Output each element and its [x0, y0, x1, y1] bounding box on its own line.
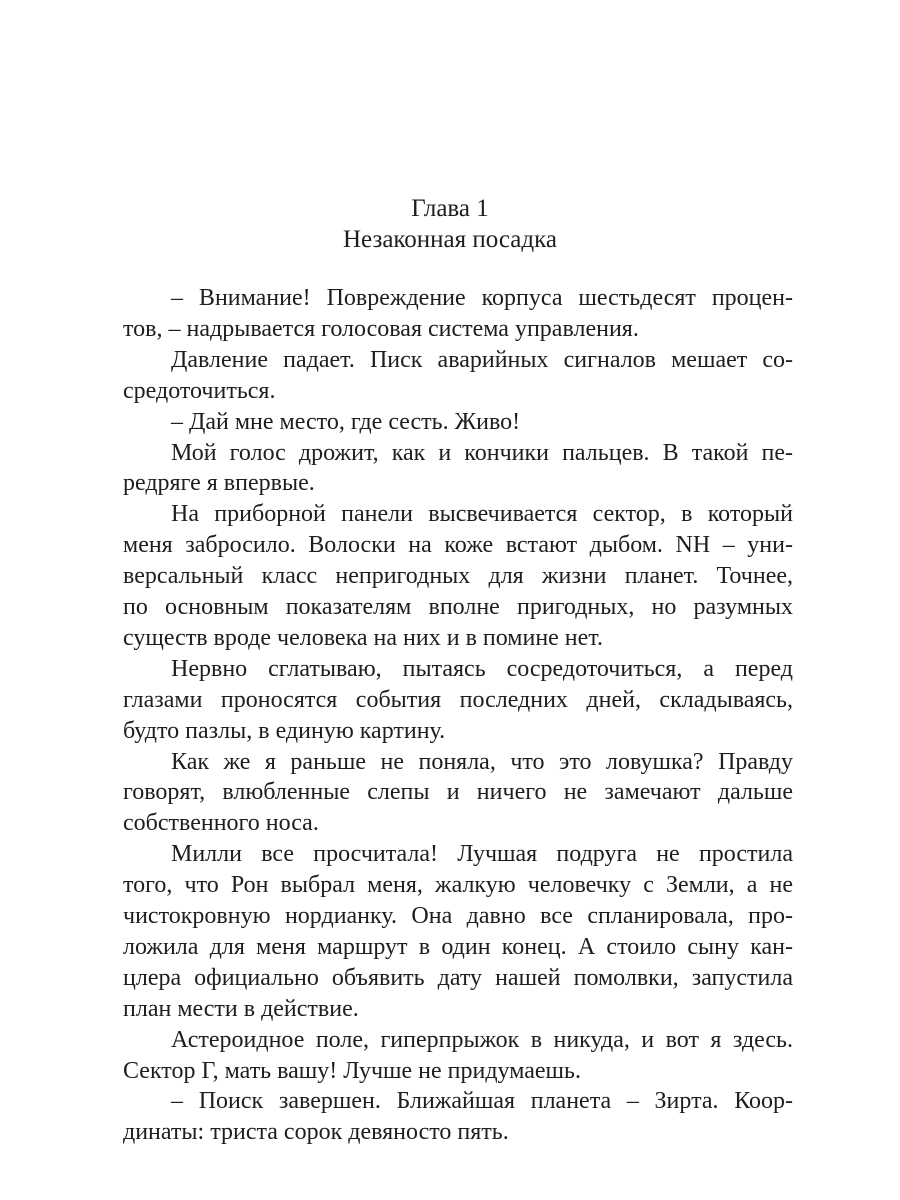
chapter-title: Незаконная посадка: [343, 226, 557, 253]
text-line: Милли все просчитала! Лучшая подруга не простила: [171, 841, 793, 868]
text-line: будто пазлы, в единую картину.: [123, 717, 446, 744]
text-line: план мести в действие.: [123, 995, 359, 1022]
text-line: – Поиск завершен. Ближайшая планета – Зирта. Коор-: [171, 1088, 793, 1115]
text-line: Астероидное поле, гиперпрыжок в никуда, и вот я здесь.: [171, 1026, 793, 1053]
text-line: говорят, влюбленные слепы и ничего не замечают дальше: [123, 779, 793, 806]
text-line: Мой голос дрожит, как и кончики пальцев. В такой пе-: [171, 439, 793, 466]
text-line: того, что Рон выбрал меня, жалкую человечку с Земли, а не: [123, 872, 793, 899]
text-line: Давление падает. Писк аварийных сигналов мешает со-: [171, 346, 793, 373]
text-line: Нервно сглатываю, пытаясь сосредоточиться, а перед: [171, 655, 793, 682]
text-line: ложила для меня маршрут в один конец. А стоило сыну кан-: [123, 933, 793, 960]
text-line: Как же я раньше не поняла, что это ловушка? Правду: [171, 748, 793, 775]
text-line: тов, – надрывается голосовая система управления.: [123, 315, 639, 342]
text-line: – Дай мне место, где сесть. Живо!: [171, 408, 521, 435]
text-line: На приборной панели высвечивается сектор, в который: [171, 501, 793, 528]
text-line: собственного носа.: [123, 810, 319, 837]
text-line: редряге я впервые.: [123, 470, 315, 497]
text-line: – Внимание! Повреждение корпуса шестьдесят процен-: [171, 285, 793, 311]
text-line: меня забросило. Волоски на коже встают дыбом. NH – уни-: [123, 532, 793, 559]
text-line: цлера официально объявить дату нашей помолвки, запустила: [123, 964, 793, 991]
text-line: чистокровную нордианку. Она давно все спланировала, про-: [123, 903, 793, 929]
chapter-number: Глава 1: [411, 195, 489, 222]
text-line: средоточиться.: [123, 377, 276, 404]
text-line: существ вроде человека на них и в помине нет.: [123, 624, 603, 651]
text-line: глазами проносятся события последних дней, складываясь,: [123, 686, 793, 713]
text-line: версальный класс непригодных для жизни планет. Точнее,: [123, 563, 793, 590]
text-line: по основным показателям вполне пригодных, но разумных: [123, 594, 793, 620]
text-line: Сектор Г, мать вашу! Лучше не придумаешь.: [123, 1057, 581, 1084]
text-line: динаты: триста сорок девяносто пять.: [123, 1119, 509, 1146]
